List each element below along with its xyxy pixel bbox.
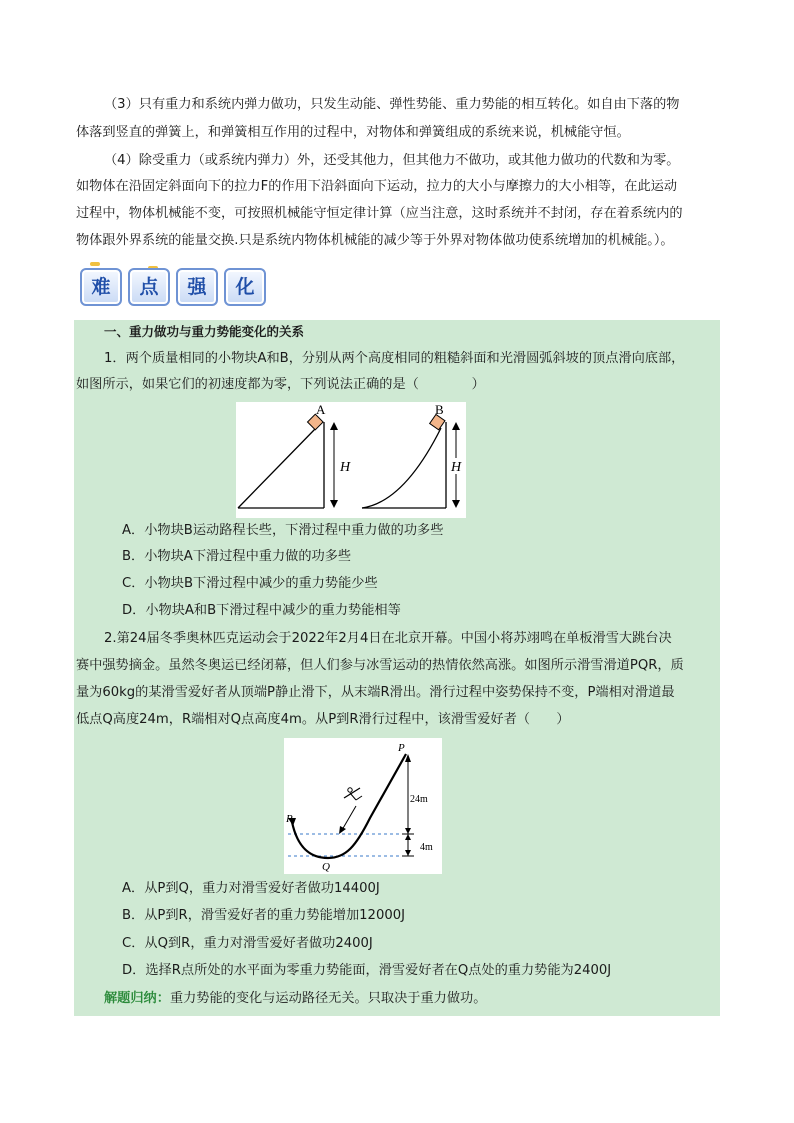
q1-figure-right-bg bbox=[466, 402, 720, 518]
q2-figure-left-bg bbox=[74, 738, 284, 874]
q1-stem-line1: 1．两个质量相同的小物块A和B，分别从两个高度相同的粗糙斜面和光滑圆弧斜坡的顶点滑向底部， bbox=[104, 351, 685, 366]
intro-p4-line1: （4）除受重力（或系统内弹力）外，还受其他力，但其他力不做功，或其他力做功的代数和为零。 bbox=[104, 153, 680, 168]
q1-option-a: A．小物块B运动路程长些，下滑过程中重力做的功多些 bbox=[122, 523, 444, 538]
q2-option-c: C．从Q到R，重力对滑雪爱好者做功2400J bbox=[122, 936, 373, 951]
label-b: B bbox=[435, 402, 444, 417]
q1-figure bbox=[236, 402, 466, 518]
summary-text: 重力势能的变化与运动路径无关。只取决于重力做功。 bbox=[169, 991, 487, 1006]
section-title: 一、重力做功与重力势能变化的关系 bbox=[104, 324, 305, 339]
height-4m-label: 4m bbox=[420, 842, 433, 853]
q2-stem-line3: 量为60kg的某滑雪爱好者从顶端P静止滑下，从末端R滑出。滑行过程中姿势保持不变，P端相对滑道最 bbox=[76, 685, 675, 700]
q1-option-c: C．小物块B下滑过程中减少的重力势能少些 bbox=[122, 576, 378, 591]
banner-dot bbox=[90, 262, 100, 266]
q1-option-d: D．小物块A和B下滑过程中减少的重力势能相等 bbox=[122, 603, 401, 618]
height-label-a: H bbox=[340, 460, 351, 475]
height-label-b: H bbox=[451, 460, 462, 475]
point-q-label: Q bbox=[322, 861, 330, 873]
intro-p3-line2: 体落到竖直的弹簧上，和弹簧相互作用的过程中，对物体和弹簧组成的系统来说，机械能守恒。 bbox=[76, 125, 630, 140]
intro-p4-line2: 如物体在沿固定斜面向下的拉力F的作用下沿斜面向下运动，拉力的大小与摩擦力的大小相等，在此运动 bbox=[76, 179, 678, 194]
q2-option-b: B．从P到R，滑雪爱好者的重力势能增加12000J bbox=[122, 908, 406, 923]
intro-p3-line1: （3）只有重力和系统内弹力做功，只发生动能、弹性势能、重力势能的相互转化。如自由下落的物 bbox=[104, 97, 680, 112]
q1-option-b: B．小物块A下滑过程中重力做的功多些 bbox=[122, 549, 352, 564]
q2-stem-line1: 2.第24届冬季奥林匹克运动会于2022年2月4日在北京开幕。中国小将苏翊鸣在单板滑雪大跳台决 bbox=[104, 631, 672, 646]
q2-figure bbox=[284, 738, 442, 874]
point-p-label: P bbox=[398, 742, 405, 754]
banner-char-1: 难 bbox=[80, 268, 122, 306]
summary-label: 解题归纳： bbox=[104, 991, 170, 1006]
intro-p4-line3: 过程中，物体机械能不变，可按照机械能守恒定律计算（应当注意，这时系统并不封闭，存在着系统内的 bbox=[76, 206, 683, 221]
height-24m-label: 24m bbox=[410, 794, 428, 805]
banner-char-4: 化 bbox=[224, 268, 266, 306]
point-r-label: R bbox=[286, 813, 293, 825]
q2-stem-line4: 低点Q高度24m，R端相对Q点高度4m。从P到R滑行过程中，该滑雪爱好者（ ） bbox=[76, 712, 570, 727]
banner-char-3: 强 bbox=[176, 268, 218, 306]
q2-option-a: A．从P到Q，重力对滑雪爱好者做功14400J bbox=[122, 881, 380, 896]
intro-p4-line4: 物体跟外界系统的能量交换.只是系统内物体机械能的减少等于外界对物体做功使系统增加的机械能。）。 bbox=[76, 233, 674, 248]
label-a: A bbox=[316, 402, 326, 417]
q1-stem-line2: 如图所示，如果它们的初速度都为零，下列说法正确的是（ ） bbox=[76, 377, 485, 392]
q2-option-d: D．选择R点所处的水平面为零重力势能面，滑雪爱好者在Q点处的重力势能为2400J bbox=[122, 963, 612, 978]
q2-stem-line2: 赛中强势摘金。虽然冬奥运已经闭幕，但人们参与冰雪运动的热情依然高涨。如图所示滑雪滑道PQR，质 bbox=[76, 658, 684, 673]
banner-char-2: 点 bbox=[128, 268, 170, 306]
q2-figure-right-bg bbox=[442, 738, 720, 874]
q1-figure-left-bg bbox=[74, 402, 236, 518]
summary bbox=[104, 990, 486, 1008]
